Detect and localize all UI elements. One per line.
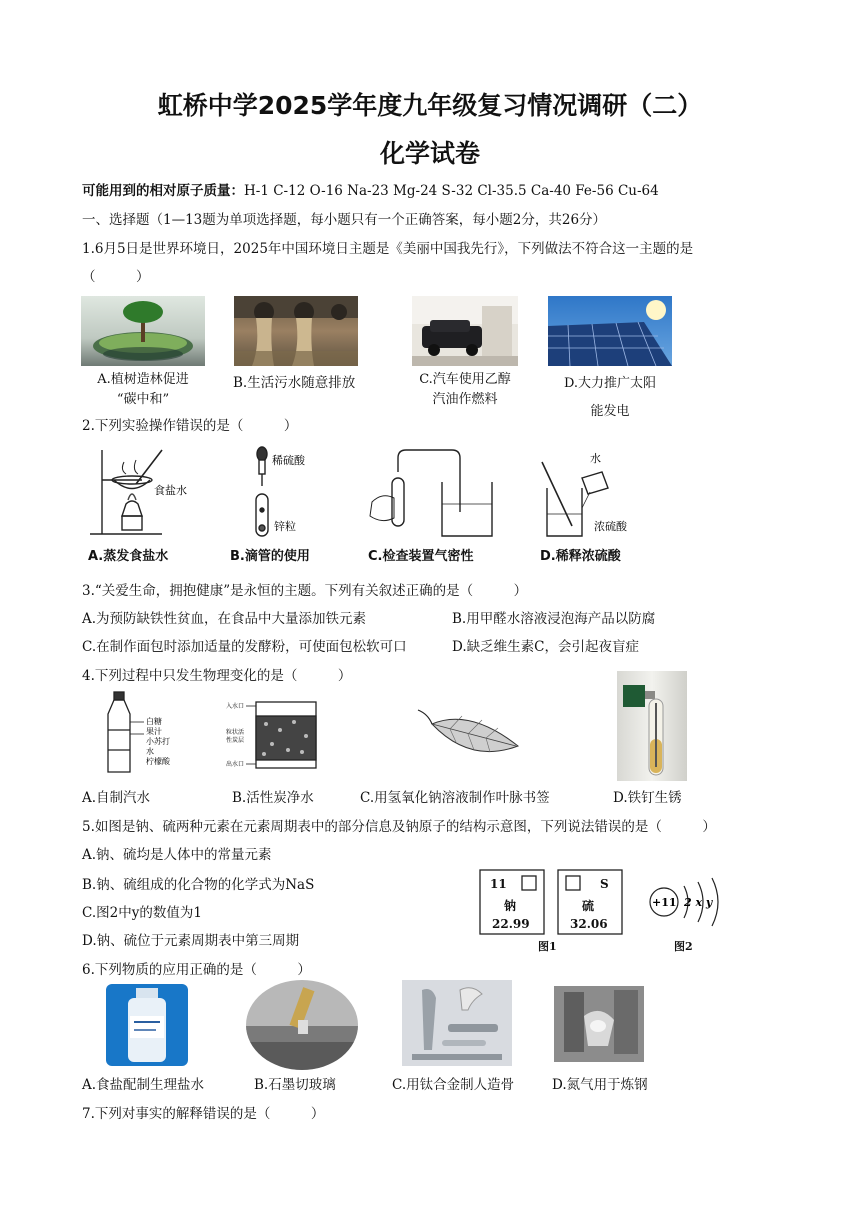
s-name: 硫	[582, 899, 595, 913]
q1-car-image	[412, 296, 518, 366]
filter-label: 性炭层	[226, 737, 245, 744]
s-symbol: S	[600, 877, 609, 891]
label-water: 水	[590, 452, 601, 465]
q1-option-d	[548, 370, 672, 426]
q1-option-c-line1: C.汽车使用乙醇	[419, 372, 511, 387]
q1-option-d-line1: D.大力推广太阳	[563, 376, 657, 391]
q6-option-d: D.氮气用于炼钢	[552, 1077, 648, 1093]
evaporation-apparatus	[90, 450, 162, 534]
q1-solar-panel-image	[548, 296, 672, 366]
q4-rusting-nail-image	[617, 671, 687, 781]
q1-option-d-line2: 能发电	[590, 404, 630, 419]
atomic-mass-values: H-1 C-12 O-16 Na-23 Mg-24 S-32 Cl-35.5 Ca-40 Fe-56 Cu-64	[244, 183, 659, 199]
q4-option-a: A.自制汽水	[82, 790, 151, 806]
page-subtitle: 化学试卷	[379, 139, 480, 168]
s-mass: 32.06	[570, 917, 608, 931]
q6-option-b: B.石墨切玻璃	[254, 1077, 336, 1093]
q1-sewage-image	[234, 296, 358, 366]
q1-option-a	[81, 370, 205, 410]
filter-label: 粒状活	[226, 729, 245, 736]
q1-stem: 1.6月5日是世界环境日，2025年中国环境日主题是《美丽中国我先行》，下列做法不符合这一主题的是	[82, 241, 694, 257]
q3-option-d: D.缺乏维生素C，会引起夜盲症	[452, 639, 639, 655]
q5-stem: 5.如图是钠、硫两种元素在元素周期表中的部分信息及钠原子的结构示意图，下列说法错误的是（ ）	[82, 819, 716, 835]
q1-tree-earth-image	[81, 296, 205, 366]
na-mass: 22.99	[492, 917, 530, 931]
electron-shells: 2 x y	[684, 896, 713, 909]
label-dilute-acid: 稀硫酸	[272, 454, 305, 467]
q4-option-b: B.活性炭净水	[232, 790, 314, 806]
bottle-label: 白糖	[146, 717, 162, 726]
q6-option-a: A.食盐配制生理盐水	[82, 1077, 205, 1093]
airtightness-apparatus	[370, 450, 492, 536]
q4-option-c: C.用氢氧化钠溶液制作叶脉书签	[360, 790, 550, 806]
q7-stem: 7.下列对事实的解释错误的是（ ）	[82, 1106, 325, 1122]
q6-glass-cutter-image	[246, 980, 358, 1070]
q3-stem: 3.“关爱生命，拥抱健康”是永恒的主题。下列有关叙述正确的是（ ）	[82, 583, 528, 599]
q2-stem: 2.下列实验操作错误的是（ ）	[82, 418, 298, 434]
q4-leaf-image	[410, 706, 522, 762]
q1-option-a-line1: A.植树造林促进	[97, 372, 189, 387]
bottle-label: 小苏打	[146, 737, 170, 746]
dropper-apparatus	[256, 447, 268, 536]
q1-option-c-line2: 汽油作燃料	[432, 392, 498, 407]
q6-saline-bottle-image	[106, 984, 188, 1066]
q4-option-d: D.铁钉生锈	[613, 790, 682, 806]
q4-carbon-filter	[226, 696, 326, 776]
page-title: 虹桥中学2025学年度九年级复习情况调研（二）	[157, 91, 703, 120]
fig2-label: 图2	[674, 940, 693, 953]
q3-option-c: C.在制作面包时添加适量的发酵粉，可使面包松软可口	[82, 639, 407, 655]
label-zinc: 锌粒	[274, 520, 296, 533]
q1-option-a-line2: “碳中和”	[116, 392, 170, 407]
bottle-label: 柠檬酸	[146, 757, 170, 766]
section-heading: 一、选择题（1—13题为单项选择题，每小题只有一个正确答案，每小题2分，共26分）	[82, 212, 607, 228]
q1-option-b: B.生活污水随意排放	[233, 375, 356, 391]
q6-titanium-bone-image	[402, 980, 512, 1066]
q2-lab-diagrams	[82, 442, 702, 542]
fig1-label: 图1	[538, 940, 557, 953]
label-conc-acid: 浓硫酸	[594, 520, 627, 533]
atomic-mass-label: 可能用到的相对原子质量：	[82, 183, 244, 199]
q5-element-diagrams	[478, 866, 738, 956]
bottle-label: 果汁	[146, 727, 162, 736]
q3-option-a: A.为预防缺铁性贫血，在食品中大量添加铁元素	[82, 611, 367, 627]
q6-stem: 6.下列物质的应用正确的是（ ）	[82, 962, 311, 978]
bottle-label: 水	[146, 747, 154, 756]
q5-option-d: D.钠、硫位于元素周期表中第三周期	[82, 933, 300, 949]
q6-option-c: C.用钛合金制人造骨	[392, 1077, 515, 1093]
atomic-mass-line	[82, 182, 659, 200]
q4-soda-bottle	[96, 690, 186, 778]
q5-option-b: B.钠、硫组成的化合物的化学式为NaS	[82, 877, 315, 893]
label-salt-water: 食盐水	[154, 484, 187, 497]
q3-option-b: B.用甲醛水溶液浸泡海产品以防腐	[452, 611, 656, 627]
filter-label: 出水口	[226, 761, 245, 768]
filter-label: 入水口	[226, 703, 245, 710]
q2-option-d: D.稀释浓硫酸	[540, 549, 621, 564]
q5-option-a: A.钠、硫均是人体中的常量元素	[82, 847, 272, 863]
na-name: 钠	[504, 899, 517, 913]
q4-stem: 4.下列过程中只发生物理变化的是（ ）	[82, 668, 352, 684]
q2-option-a: A.蒸发食盐水	[88, 549, 169, 564]
q6-steel-making-image	[554, 986, 644, 1062]
q1-option-c	[405, 370, 525, 410]
q1-blank: （ ）	[82, 269, 150, 285]
q2-option-c: C.检查装置气密性	[368, 549, 474, 564]
q5-option-c: C.图2中y的数值为1	[82, 905, 202, 921]
na-atomic-number: 11	[490, 877, 507, 891]
q2-option-b: B.滴管的使用	[230, 549, 310, 564]
nucleus-charge: +11	[652, 896, 677, 909]
